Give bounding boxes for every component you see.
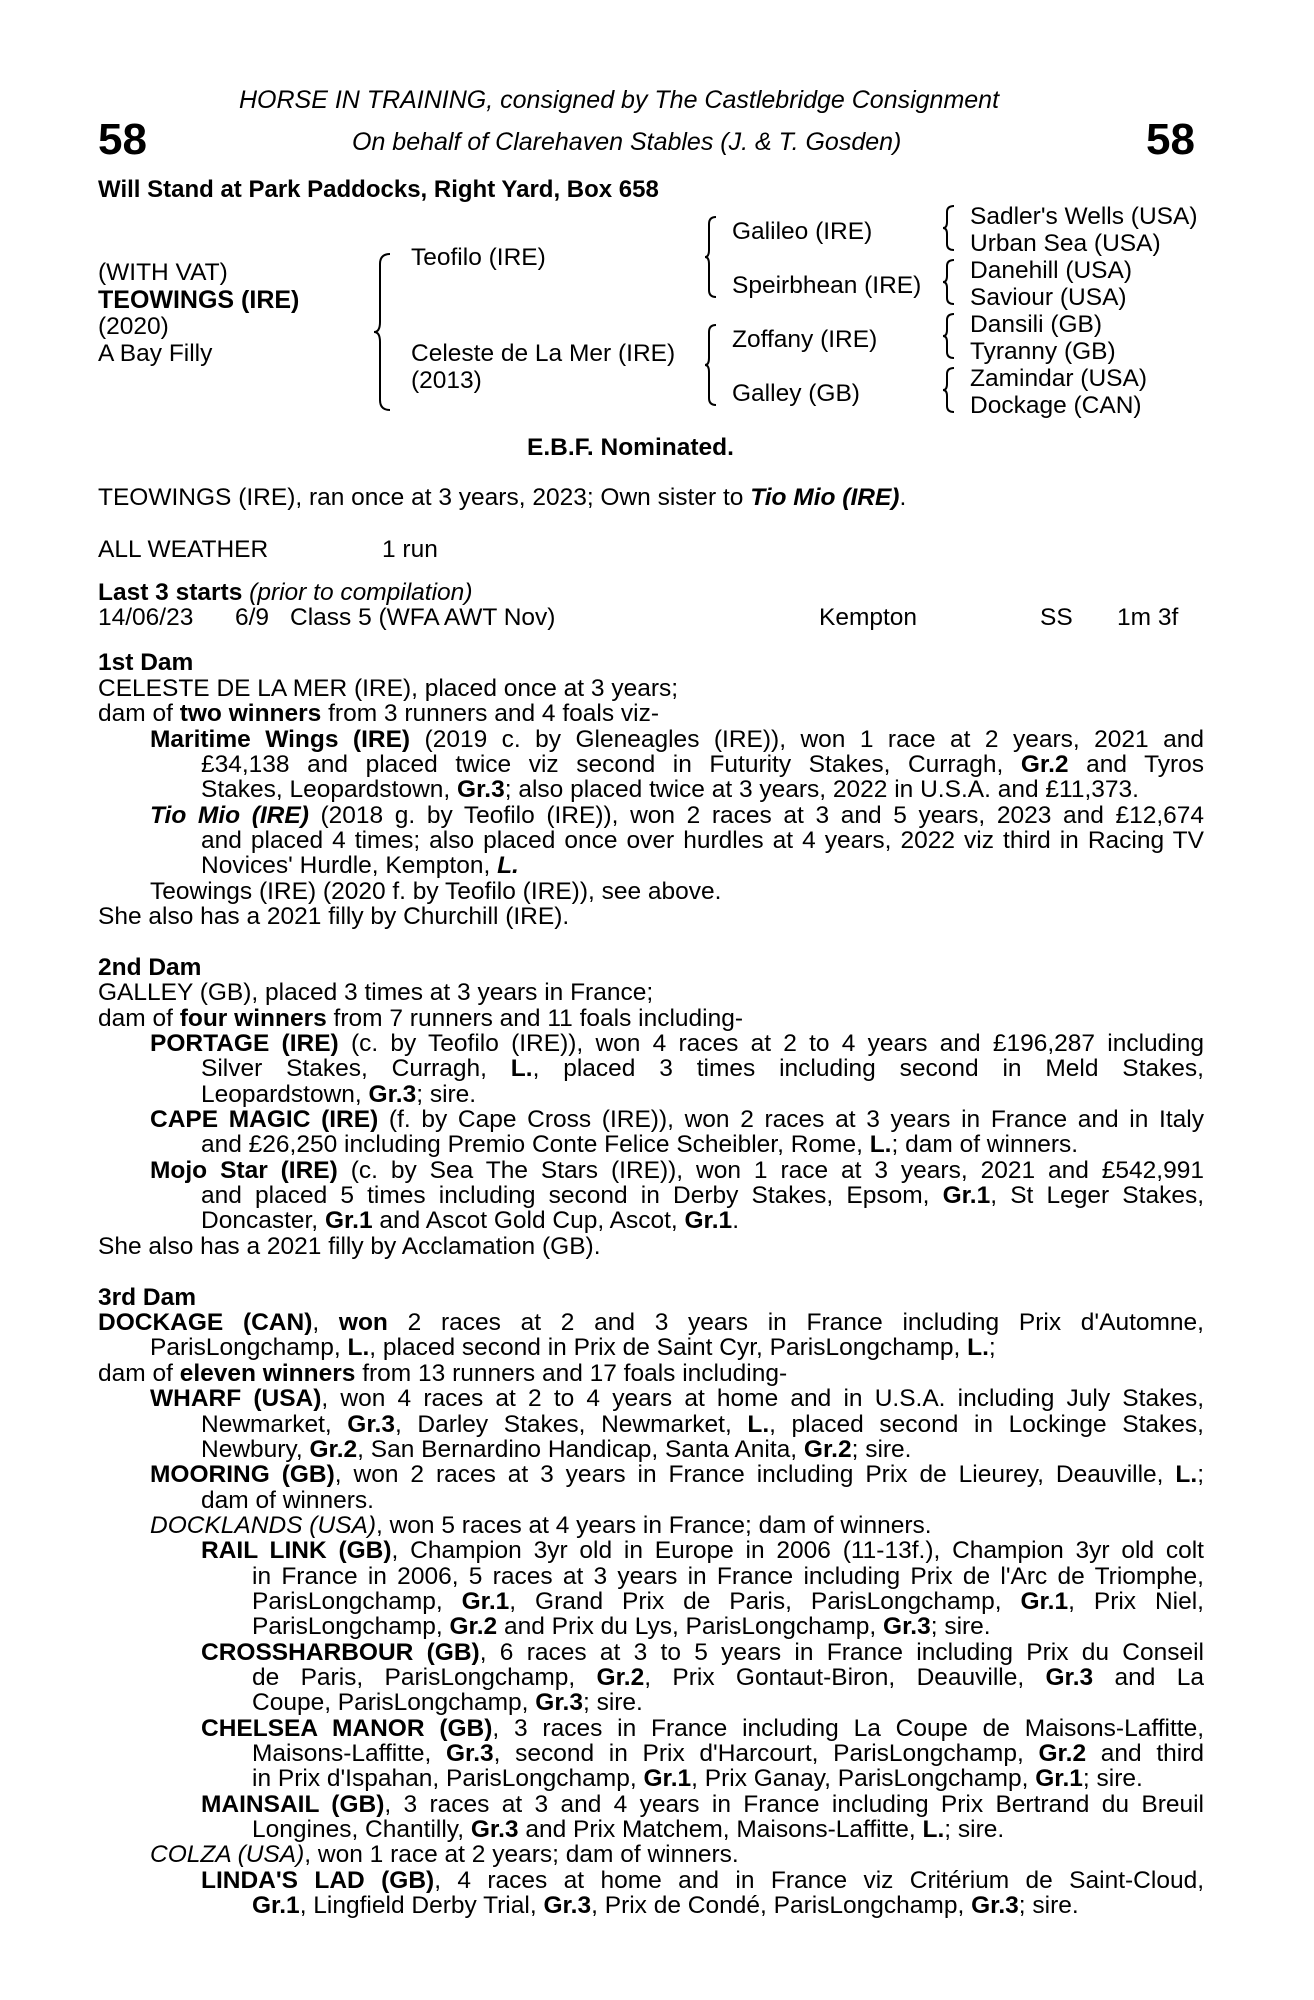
t: dam of [98,1005,180,1032]
pedigree-brace-dam [703,323,719,407]
mainsail-line2 [252,1817,1004,1843]
cape-magic-line2 [201,1132,1078,1158]
start-date: 14/06/23 [98,604,194,631]
grade: Gr.3 [445,1740,494,1767]
start-going: SS [1040,604,1073,631]
t: ; sire. [416,1081,477,1108]
t: and third [1086,1740,1204,1767]
lindas-lad-line1 [201,1868,1204,1894]
grade: Gr.3 [883,1613,931,1640]
maritime-wings-line3 [201,777,1139,803]
summary-line [98,485,906,511]
first-dam-heading: 1st Dam [98,649,194,676]
t: , 6 races at 3 to 5 years in France including Prix du Conseil [479,1639,1204,1666]
chelsea-manor-line1 [201,1716,1204,1742]
t: ; sire. [1018,1892,1079,1919]
all-weather-label: ALL WEATHER [98,536,269,563]
t: and placed 5 times including second in Derby Stakes, Epsom, [201,1182,943,1209]
winner-count: four winners [179,1005,327,1032]
progeny-name: MOORING (GB) [150,1461,335,1488]
rail-link-line4 [252,1614,991,1640]
mooring-line2: dam of winners. [201,1487,374,1514]
horse-name: TEOWINGS (IRE) [98,286,300,314]
t: , won 5 races at 4 years in France; dam of winners. [375,1512,932,1539]
progeny-name: CHELSEA MANOR (GB) [201,1715,493,1742]
t: ParisLongchamp, [150,1334,348,1361]
progeny-name: MAINSAIL (GB) [201,1791,385,1818]
lindas-lad-line2 [252,1893,1079,1919]
winner-count: eleven winners [179,1360,356,1387]
t: ; sire. [582,1689,643,1716]
first-dam-line1: CELESTE DE LA MER (IRE), placed once at 3 years; [98,675,679,702]
wharf-line3 [201,1437,912,1463]
start-race: Class 5 (WFA AWT Nov) [290,604,556,631]
consignor-line: HORSE IN TRAINING, consigned by The Castlebridge Consignment [239,86,1000,114]
crossharbour-line2 [252,1665,1204,1691]
pedigree-brace-dd [941,366,957,414]
ddd: Dockage (CAN) [970,392,1142,419]
second-dam-line2 [98,1006,743,1032]
crossharbour-line3 [252,1690,643,1716]
t: and Prix du Lys, ParisLongchamp, [497,1613,884,1640]
t: and £26,250 including Premio Conte Felice Scheibler, Rome, [201,1131,870,1158]
t: (f. by Cape Cross (IRE)), won 2 races at 3 years in France and in Italy [378,1106,1204,1133]
t: , Grand Prix de Paris, ParisLongchamp, [509,1588,1021,1615]
t: Longines, Chantilly, [252,1816,471,1843]
dam-dam: Galley (GB) [732,380,860,407]
docklands-line [150,1513,932,1539]
t: 2 races at 2 and 3 years in France including Prix d'Automne, [387,1309,1204,1336]
grade: L. [967,1334,989,1361]
won-label: won [338,1309,388,1336]
progeny-name: LINDA'S LAD (GB) [201,1867,435,1894]
t: . [732,1207,739,1234]
progeny-name: RAIL LINK (GB) [201,1537,392,1564]
t: Silver Stakes, Curragh, [201,1055,511,1082]
dds: Zamindar (USA) [970,365,1147,392]
t: Newbury, [201,1436,310,1463]
grade: Gr.2 [803,1436,852,1463]
wharf-line2 [201,1412,1204,1438]
t: , won 4 races at 2 to 4 years at home and in U.S.A. including July Stakes, [321,1385,1205,1412]
grade: Gr.3 [971,1892,1019,1919]
grade: L. [497,852,519,879]
grade: Gr.3 [535,1689,583,1716]
t: (2018 g. by Teofilo (IRE)), won 2 races at 3 and 5 years, 2023 and £12,674 [308,802,1205,829]
summary-text: TEOWINGS (IRE), ran once at 3 years, 2023; Own sister to [98,484,751,511]
pedigree-brace-ds [941,312,957,360]
t: ; [988,1334,996,1361]
grade: L. [922,1816,945,1843]
maritime-wings-line2 [201,752,1204,778]
sds: Danehill (USA) [970,257,1133,284]
second-dam-line1: GALLEY (GB), placed 3 times at 3 years in France; [98,979,654,1006]
rail-link-line1 [201,1538,1204,1564]
grade: Gr.1 [1020,1588,1069,1615]
ebf-nomination: E.B.F. Nominated. [527,434,734,461]
sss: Sadler's Wells (USA) [970,203,1198,230]
grade: Gr.3 [1045,1664,1094,1691]
progeny-name: DOCKLANDS (USA) [150,1512,376,1539]
portage-line2 [201,1056,1204,1082]
mainsail-line1 [201,1792,1204,1818]
grade: Gr.2 [449,1613,498,1640]
t: , Prix Niel, [1068,1588,1204,1615]
t: and Ascot Gold Cup, Ascot, [372,1207,685,1234]
rail-link-line2: in France in 2006, 5 races at 3 years in France including Prix de l'Arc de Triomphe, [252,1563,1204,1590]
progeny-name: Tio Mio (IRE) [150,802,309,829]
t: Maisons-Laffitte, [252,1740,446,1767]
t: and Tyros [1068,751,1204,778]
third-dam-line1 [98,1310,1204,1336]
pedigree-brace-sd [941,258,957,306]
pedigree-brace-main [372,252,394,412]
t: , Darley Stakes, Newmarket, [394,1411,748,1438]
dsd: Tyranny (GB) [970,338,1116,365]
grade: L. [747,1411,770,1438]
mojo-star-line2 [201,1183,1204,1209]
tio-mio-line2: and placed 4 times; also placed once over hurdles at 4 years, 2022 viz third in Racing TV [201,827,1204,854]
t: ; sire. [930,1613,991,1640]
sdd: Saviour (USA) [970,284,1127,311]
grade: Gr.1 [324,1207,373,1234]
mojo-star-line3 [201,1208,739,1234]
third-dam-line2 [150,1335,996,1361]
last-starts-heading [98,580,472,606]
t: , placed second in Lockinge Stakes, [769,1411,1204,1438]
t: , Prix Gontaut-Biron, Deauville, [644,1664,1046,1691]
t: , 3 races in France including La Coupe de Maisons-Laffitte, [492,1715,1204,1742]
start-course: Kempton [819,604,918,631]
t: , 3 races at 3 and 4 years in France including Prix Bertrand du Breuil [384,1791,1204,1818]
grade: L. [869,1131,892,1158]
grade: Gr.1 [1035,1765,1083,1792]
grade: L. [510,1055,533,1082]
all-weather-value: 1 run [382,536,438,563]
teowings-line: Teowings (IRE) (2020 f. by Teofilo (IRE)), see above. [150,878,722,905]
first-dam-also: She also has a 2021 filly by Churchill (IRE). [98,903,570,930]
pedigree-brace-sire [703,215,719,299]
grade: Gr.2 [596,1664,645,1691]
grade: Gr.3 [457,776,505,803]
grade: Gr.2 [309,1436,358,1463]
horse-description: A Bay Filly [98,340,213,367]
t: dam of [98,700,180,727]
t: , San Bernardino Handicap, Santa Anita, [357,1436,804,1463]
mojo-star-line1 [150,1158,1204,1184]
summary-end: . [899,484,907,511]
t: , Lingfield Derby Trial, [299,1892,544,1919]
horse-year: (2020) [98,313,169,340]
grade: Gr.1 [252,1892,300,1919]
progeny-name: Maritime Wings (IRE) [150,726,411,753]
second-dam-also: She also has a 2021 filly by Acclamation (GB). [98,1233,601,1260]
third-dam-heading: 3rd Dam [98,1284,197,1311]
sire-dam: Speirbhean (IRE) [732,272,922,299]
third-dam-line3 [98,1361,787,1387]
t: , won 1 race at 2 years; dam of winners. [304,1841,739,1868]
grade: Gr.1 [461,1588,510,1615]
t: , placed second in Prix de Saint Cyr, ParisLongchamp, [369,1334,968,1361]
t: from 7 runners and 11 foals including- [326,1005,744,1032]
tio-mio-line3 [201,853,519,879]
t: from 3 runners and 4 foals viz- [321,700,659,727]
t: and La [1093,1664,1204,1691]
progeny-name: PORTAGE (IRE) [150,1030,339,1057]
t: ; dam of winners. [891,1131,1079,1158]
dam: Celeste de La Mer (IRE) [411,340,676,367]
t: , [312,1309,339,1336]
t: ; sire. [1082,1765,1143,1792]
grade: Gr.3 [543,1892,592,1919]
t: (2019 c. by Gleneagles (IRE)), won 1 race at 2 years, 2021 and [410,726,1205,753]
t: Novices' Hurdle, Kempton, [201,852,498,879]
t: Doncaster, [201,1207,325,1234]
grade: Gr.2 [1038,1740,1087,1767]
progeny-name: CROSSHARBOUR (GB) [201,1639,480,1666]
dam-sire: Zoffany (IRE) [732,326,878,353]
portage-line3 [201,1082,476,1108]
t: , Prix Ganay, ParisLongchamp, [691,1765,1036,1792]
t: , second in Prix d'Harcourt, ParisLongchamp, [493,1740,1039,1767]
t: ; sire. [851,1436,912,1463]
grade: Gr.1 [684,1207,733,1234]
t: £34,138 and placed twice viz second in Futurity Stakes, Curragh, [201,751,1021,778]
t: ParisLongchamp, [252,1613,450,1640]
t: from 13 runners and 17 foals including- [355,1360,788,1387]
grade: Gr.3 [368,1081,417,1108]
t: ; sire. [944,1816,1005,1843]
start-position: 6/9 [235,604,270,631]
t: de Paris, ParisLongchamp, [252,1664,597,1691]
lot-number-left: 58 [98,115,147,164]
dam-name: DOCKAGE (CAN) [98,1309,313,1336]
second-dam-heading: 2nd Dam [98,954,202,981]
wharf-line1 [150,1386,1204,1412]
portage-line1 [150,1031,1204,1057]
dam-year: (2013) [411,367,482,394]
grade: Gr.1 [643,1765,692,1792]
t: ; also placed twice at 3 years, 2022 in U.S.A. and £11,373. [504,776,1139,803]
t: (c. by Sea The Stars (IRE)), won 1 race at 3 years, 2021 and £542,991 [337,1157,1204,1184]
rail-link-line3 [252,1589,1204,1615]
progeny-name: WHARF (USA) [150,1385,322,1412]
t: , placed 3 times including second in Meld Stakes, [532,1055,1204,1082]
start-distance: 1m 3f [1117,604,1179,631]
t: Coupe, ParisLongchamp, [252,1689,536,1716]
cape-magic-line1 [150,1107,1204,1133]
t: , Champion 3yr old in Europe in 2006 (11-13f.), Champion 3yr old colt [391,1537,1204,1564]
pedigree-brace-ss [941,204,957,252]
summary-sister: Tio Mio (IRE) [750,484,900,511]
t: Newmarket, [201,1411,348,1438]
chelsea-manor-line2 [252,1741,1204,1767]
t: , Prix de Condé, ParisLongchamp, [591,1892,972,1919]
t: , St Leger Stakes, [990,1182,1204,1209]
lot-number-right: 58 [1146,115,1195,164]
t: and Prix Matchem, Maisons-Laffitte, [518,1816,923,1843]
grade: Gr.3 [470,1816,519,1843]
t: in Prix d'Ispahan, ParisLongchamp, [252,1765,644,1792]
grade: Gr.2 [1020,751,1069,778]
location-line: Will Stand at Park Paddocks, Right Yard, Box 658 [98,176,659,203]
grade: L. [1175,1461,1198,1488]
dss: Dansili (GB) [970,311,1103,338]
t: Leopardstown, [201,1081,369,1108]
last-starts-title: Last 3 starts [98,579,243,606]
t: Stakes, Leopardstown, [201,776,458,803]
crossharbour-line1 [201,1640,1204,1666]
t: ; [1197,1461,1205,1488]
tio-mio-line1 [150,803,1204,829]
t: , won 2 races at 3 years in France including Prix de Lieurey, Deauville, [334,1461,1176,1488]
grade: Gr.3 [347,1411,395,1438]
mooring-line1 [150,1462,1204,1488]
sire: Teofilo (IRE) [411,244,546,271]
last-starts-note: (prior to compilation) [249,579,473,606]
t: , 4 races at home and in France viz Critérium de Saint-Cloud, [434,1867,1204,1894]
ssd: Urban Sea (USA) [970,230,1161,257]
progeny-name: Mojo Star (IRE) [150,1157,338,1184]
t: dam of [98,1360,180,1387]
vendor-line: On behalf of Clarehaven Stables (J. & T. Gosden) [352,128,902,156]
sire-sire: Galileo (IRE) [732,218,873,245]
t: ParisLongchamp, [252,1588,462,1615]
winner-count: two winners [179,700,322,727]
t: (c. by Teofilo (IRE)), won 4 races at 2 to 4 years and £196,287 including [338,1030,1204,1057]
grade: Gr.1 [942,1182,991,1209]
colza-line [150,1842,739,1868]
progeny-name: CAPE MAGIC (IRE) [150,1106,379,1133]
first-dam-line2 [98,701,659,727]
vat-note: (WITH VAT) [98,259,228,286]
chelsea-manor-line3 [252,1766,1143,1792]
progeny-name: COLZA (USA) [150,1841,305,1868]
grade: L. [347,1334,370,1361]
maritime-wings-line1 [150,727,1204,753]
